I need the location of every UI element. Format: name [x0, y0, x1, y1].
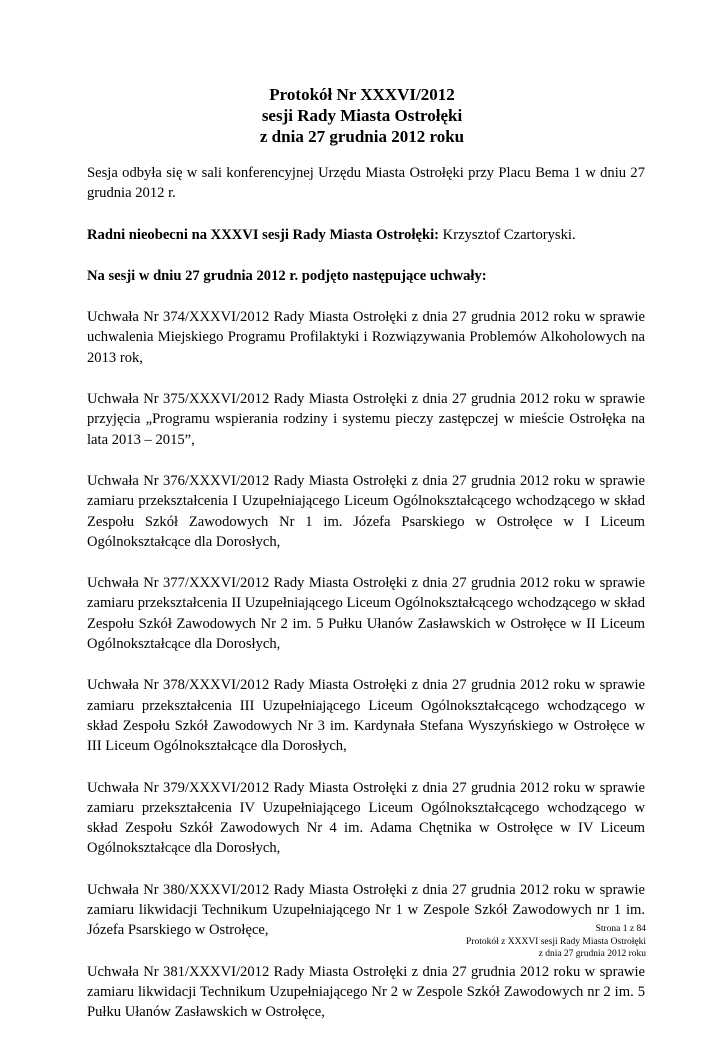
footer-document-date: z dnia 27 grudnia 2012 roku — [538, 949, 646, 959]
resolution-item: Uchwała Nr 376/XXXVI/2012 Rady Miasta Ostrołęki z dnia 27 grudnia 2012 roku w sprawie zamiaru przekształcenia I Uzupełniającego Liceum Ogólnokształcącego wchodzącego w skład Zespołu Szkół Zawodowych Nr 1 im. Józefa Psarskiego w Ostrołęce w I Liceum Ogólnokształcące dla Dorosłych, — [87, 472, 645, 550]
title-line-3: z dnia 27 grudnia 2012 roku — [259, 127, 465, 146]
resolution-item: Uchwała Nr 374/XXXVI/2012 Rady Miasta Ostrołęki z dnia 27 grudnia 2012 roku w sprawie uchwalenia Miejskiego Programu Profilaktyki i Rozwiązywania Problemów Alkoholowych na 2013 rok, — [87, 309, 645, 366]
resolution-item: Uchwała Nr 377/XXXVI/2012 Rady Miasta Ostrołęki z dnia 27 grudnia 2012 roku w sprawie zamiaru przekształcenia II Uzupełniającego Liceum Ogólnokształcącego wchodzącego w skład Zespołu Szkół Zawodowych Nr 2 im. 5 Pułku Ułanów Zasławskich w Ostrołęce w II Liceum Ogólnokształcące dla Dorosłych, — [87, 575, 645, 653]
absent-value: Krzysztof Czartoryski. — [439, 226, 576, 243]
resolution-item: Uchwała Nr 378/XXXVI/2012 Rady Miasta Ostrołęki z dnia 27 grudnia 2012 roku w sprawie zamiaru przekształcenia III Uzupełniającego Liceum Ogólnokształcącego wchodzącego w skład Zespołu Szkół Zawodowych Nr 3 im. Kardynała Stefana Wyszyńskiego w Ostrołęce w III Liceum Ogólnokształcące dla Dorosłych, — [87, 677, 645, 755]
document-title — [0, 84, 724, 147]
resolution-item: Uchwała Nr 379/XXXVI/2012 Rady Miasta Ostrołęki z dnia 27 grudnia 2012 roku w sprawie zamiaru przekształcenia IV Uzupełniającego Liceum Ogólnokształcącego wchodzącego w skład Zespołu Szkół Zawodowych Nr 4 im. Adama Chętnika w Ostrołęce w IV Liceum Ogólnokształcące dla Dorosłych, — [87, 779, 645, 857]
resolution-item: Uchwała Nr 375/XXXVI/2012 Rady Miasta Ostrołęki z dnia 27 grudnia 2012 roku w sprawie przyjęcia „Programu wspierania rodziny i systemu pieczy zastępczej w mieście Ostrołęka na lata 2013 – 2015”, — [87, 391, 645, 448]
document-body — [87, 163, 645, 1044]
footer-page-number: Strona 1 z 84 — [595, 924, 646, 934]
footer-document-name: Protokół z XXXVI sesji Rady Miasta Ostrołęki — [466, 936, 646, 947]
absent-label: Radni nieobecni na XXXVI sesji Rady Miasta Ostrołęki: — [87, 226, 440, 243]
resolution-item: Uchwała Nr 381/XXXVI/2012 Rady Miasta Ostrołęki z dnia 27 grudnia 2012 roku w sprawie zamiaru likwidacji Technikum Uzupełniającego Nr 2 w Zespole Szkół Zawodowych nr 2 im. 5 Pułku Ułanów Zasławskich w Ostrołęce, — [87, 963, 645, 1021]
resolutions-heading: Na sesji w dniu 27 grudnia 2012 r. podjęto następujące uchwały: — [87, 267, 487, 284]
title-line-1: Protokół Nr XXXVI/2012 — [269, 85, 455, 104]
resolution-item: Uchwała Nr 380/XXXVI/2012 Rady Miasta Ostrołęki z dnia 27 grudnia 2012 roku w sprawie zamiaru likwidacji Technikum Uzupełniającego Nr 1 w Zespole Szkół Zawodowych nr 1 im. Józefa Psarskiego w Ostrołęce, — [87, 881, 645, 939]
absent-paragraph — [87, 225, 645, 245]
page-footer — [466, 923, 646, 961]
title-line-2: sesji Rady Miasta Ostrołęki — [261, 106, 463, 125]
intro-paragraph: Sesja odbyła się w sali konferencyjnej Urzędu Miasta Ostrołęki przy Placu Bema 1 w dniu 27 grudnia 2012 r. — [87, 165, 645, 202]
